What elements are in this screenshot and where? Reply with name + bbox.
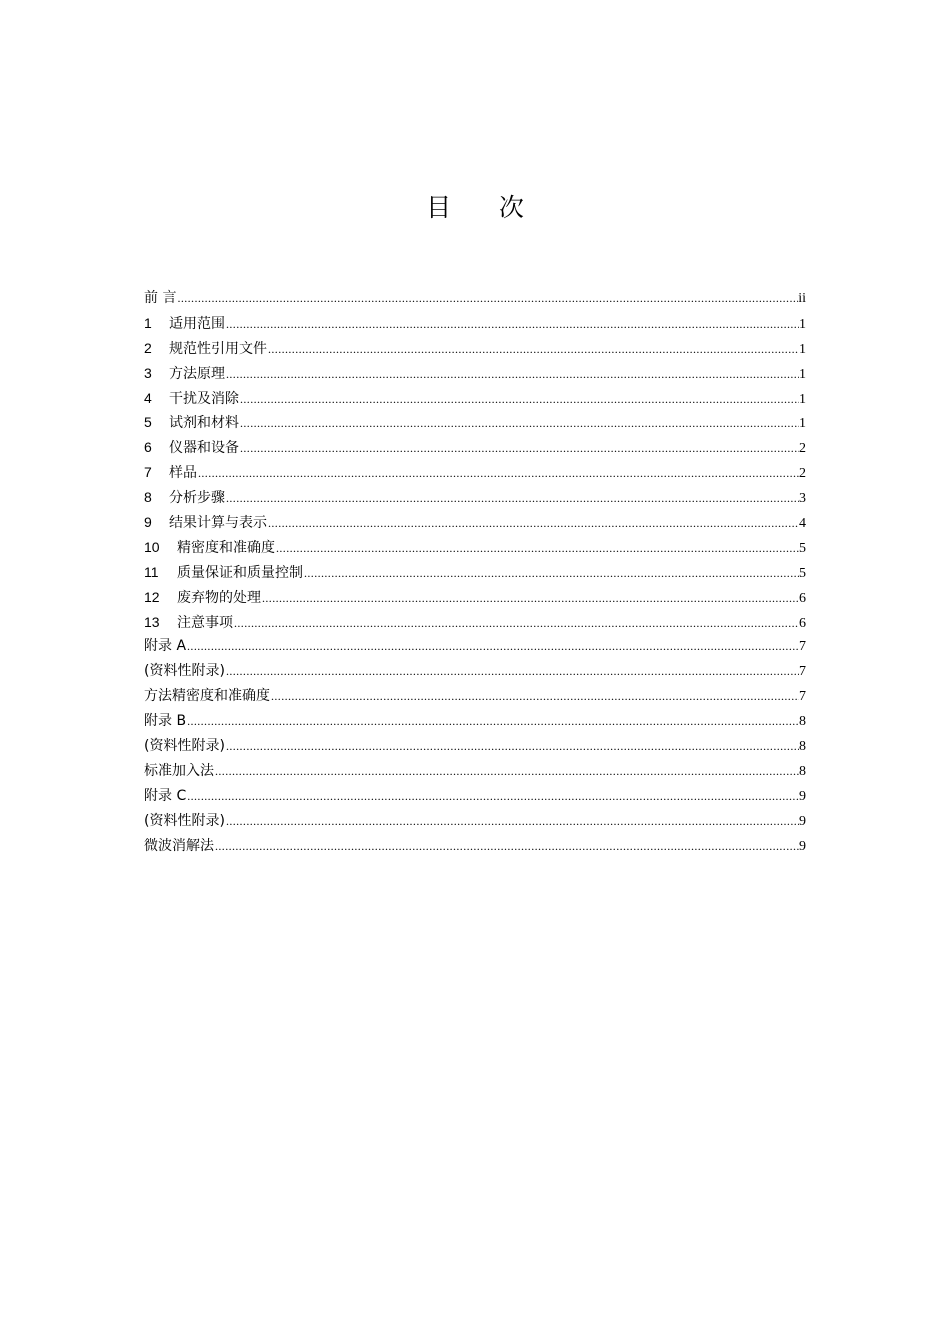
- toc-dot-leader: [239, 411, 799, 436]
- toc-entry[interactable]: [144, 361, 806, 386]
- toc-entry-page-number: 7: [799, 689, 806, 705]
- toc-entry-number: 2: [144, 339, 152, 356]
- toc-entry-page-number: 8: [799, 763, 806, 779]
- toc-entry-page-number: 7: [799, 639, 806, 655]
- toc-dot-leader: [239, 436, 799, 461]
- toc-dot-leader: [270, 684, 799, 709]
- toc-entry-title: 标准加入法: [144, 762, 214, 779]
- toc-dot-leader: [186, 784, 799, 809]
- toc-entry-page-number: ii: [798, 291, 806, 306]
- table-of-contents: [144, 286, 806, 858]
- toc-entry-title: 方法原理: [169, 365, 225, 382]
- toc-entry[interactable]: [144, 485, 806, 510]
- toc-entry[interactable]: [144, 809, 806, 834]
- toc-dot-leader: [225, 659, 799, 684]
- toc-entry[interactable]: [144, 435, 806, 460]
- toc-entry[interactable]: [144, 560, 806, 585]
- toc-entry-title: 方法精密度和准确度: [144, 688, 270, 705]
- toc-entry-page-number: 9: [799, 813, 806, 829]
- toc-entry-number: 6: [144, 439, 152, 456]
- toc-entry[interactable]: [144, 585, 806, 610]
- toc-entry[interactable]: [144, 610, 806, 635]
- toc-entry-title: 附录 B: [144, 713, 187, 730]
- toc-entry[interactable]: [144, 311, 806, 336]
- toc-entry-page-number: 8: [799, 714, 806, 730]
- toc-entry[interactable]: [144, 410, 806, 435]
- toc-entry-page-number: 2: [799, 466, 806, 482]
- toc-entry-title: 适用范围: [169, 315, 225, 332]
- toc-entry[interactable]: [144, 634, 806, 659]
- toc-entry-title: 仪器和设备: [169, 440, 239, 457]
- toc-entry[interactable]: [144, 684, 806, 709]
- toc-entry-title: 试剂和材料: [169, 415, 239, 432]
- toc-entry-title: (资料性附录): [144, 738, 225, 755]
- toc-entry-title: 前 言: [144, 290, 177, 306]
- toc-dot-leader: [186, 709, 799, 734]
- toc-entry-page-number: 8: [799, 739, 806, 755]
- toc-dot-leader: [261, 586, 799, 611]
- toc-dot-leader: [225, 312, 799, 337]
- toc-entry-page-number: 9: [799, 788, 806, 804]
- toc-entry[interactable]: [144, 734, 806, 759]
- toc-entry[interactable]: [144, 460, 806, 485]
- toc-dot-leader: [225, 734, 799, 759]
- toc-entry[interactable]: [144, 386, 806, 411]
- toc-entry-title: 附录 C: [144, 787, 187, 804]
- toc-dot-leader: [225, 362, 799, 387]
- toc-entry-number: 13: [144, 613, 160, 630]
- toc-dot-leader: [214, 834, 799, 859]
- toc-dot-leader: [225, 486, 799, 511]
- toc-entry-page-number: 5: [799, 565, 806, 581]
- toc-entry-page-number: 6: [799, 615, 806, 631]
- toc-entry[interactable]: [144, 286, 806, 311]
- toc-entry-title: (资料性附录): [144, 812, 225, 829]
- toc-entry-page-number: 1: [799, 366, 806, 382]
- toc-entry-title: 样品: [169, 465, 197, 482]
- toc-entry[interactable]: [144, 834, 806, 859]
- toc-dot-leader: [186, 634, 799, 659]
- toc-entry[interactable]: [144, 759, 806, 784]
- toc-entry-title: 附录 A: [144, 638, 187, 655]
- toc-dot-leader: [197, 461, 799, 486]
- toc-entry[interactable]: [144, 784, 806, 809]
- toc-entry-title: 废弃物的处理: [177, 589, 261, 606]
- toc-entry-page-number: 6: [799, 590, 806, 606]
- toc-dot-leader: [176, 286, 798, 311]
- toc-dot-leader: [233, 611, 799, 636]
- toc-dot-leader: [275, 536, 799, 561]
- toc-entry-title: 干扰及消除: [169, 390, 239, 407]
- toc-entry-page-number: 1: [799, 391, 806, 407]
- page-title: 目 次: [426, 193, 524, 222]
- toc-entry-title: (资料性附录): [144, 663, 225, 680]
- toc-dot-leader: [303, 561, 799, 586]
- toc-entry-title: 精密度和准确度: [177, 539, 275, 556]
- toc-dot-leader: [267, 337, 799, 362]
- toc-entry-title: 微波消解法: [144, 837, 214, 854]
- toc-entry-title: 结果计算与表示: [169, 515, 267, 532]
- toc-entry[interactable]: [144, 659, 806, 684]
- toc-entry-number: 9: [144, 514, 152, 531]
- toc-entry-number: 5: [144, 414, 152, 431]
- toc-entry[interactable]: [144, 535, 806, 560]
- toc-dot-leader: [267, 511, 799, 536]
- toc-entry-page-number: 2: [799, 441, 806, 457]
- toc-entry[interactable]: [144, 510, 806, 535]
- toc-entry-page-number: 1: [799, 416, 806, 432]
- toc-dot-leader: [225, 809, 799, 834]
- toc-entry-page-number: 5: [799, 540, 806, 556]
- toc-entry[interactable]: [144, 709, 806, 734]
- toc-entry-number: 10: [144, 538, 160, 555]
- toc-entry-number: 4: [144, 389, 152, 406]
- toc-entry-number: 12: [144, 588, 160, 605]
- toc-dot-leader: [239, 387, 799, 412]
- toc-entry-number: 11: [144, 563, 159, 580]
- toc-entry-page-number: 1: [799, 316, 806, 332]
- toc-dot-leader: [214, 759, 799, 784]
- toc-entry-page-number: 4: [799, 516, 806, 532]
- toc-entry-title: 注意事项: [177, 614, 233, 631]
- toc-entry-title: 分析步骤: [169, 490, 225, 507]
- toc-entry-page-number: 9: [799, 838, 806, 854]
- toc-entry-number: 8: [144, 489, 152, 506]
- toc-entry-page-number: 1: [799, 341, 806, 357]
- toc-entry-number: 1: [144, 314, 152, 331]
- toc-entry-title: 规范性引用文件: [169, 340, 267, 357]
- toc-entry-page-number: 7: [799, 664, 806, 680]
- toc-entry-title: 质量保证和质量控制: [177, 564, 303, 581]
- toc-entry-number: 3: [144, 364, 152, 381]
- toc-entry[interactable]: [144, 336, 806, 361]
- toc-entry-number: 7: [144, 464, 152, 481]
- toc-entry-page-number: 3: [799, 491, 806, 507]
